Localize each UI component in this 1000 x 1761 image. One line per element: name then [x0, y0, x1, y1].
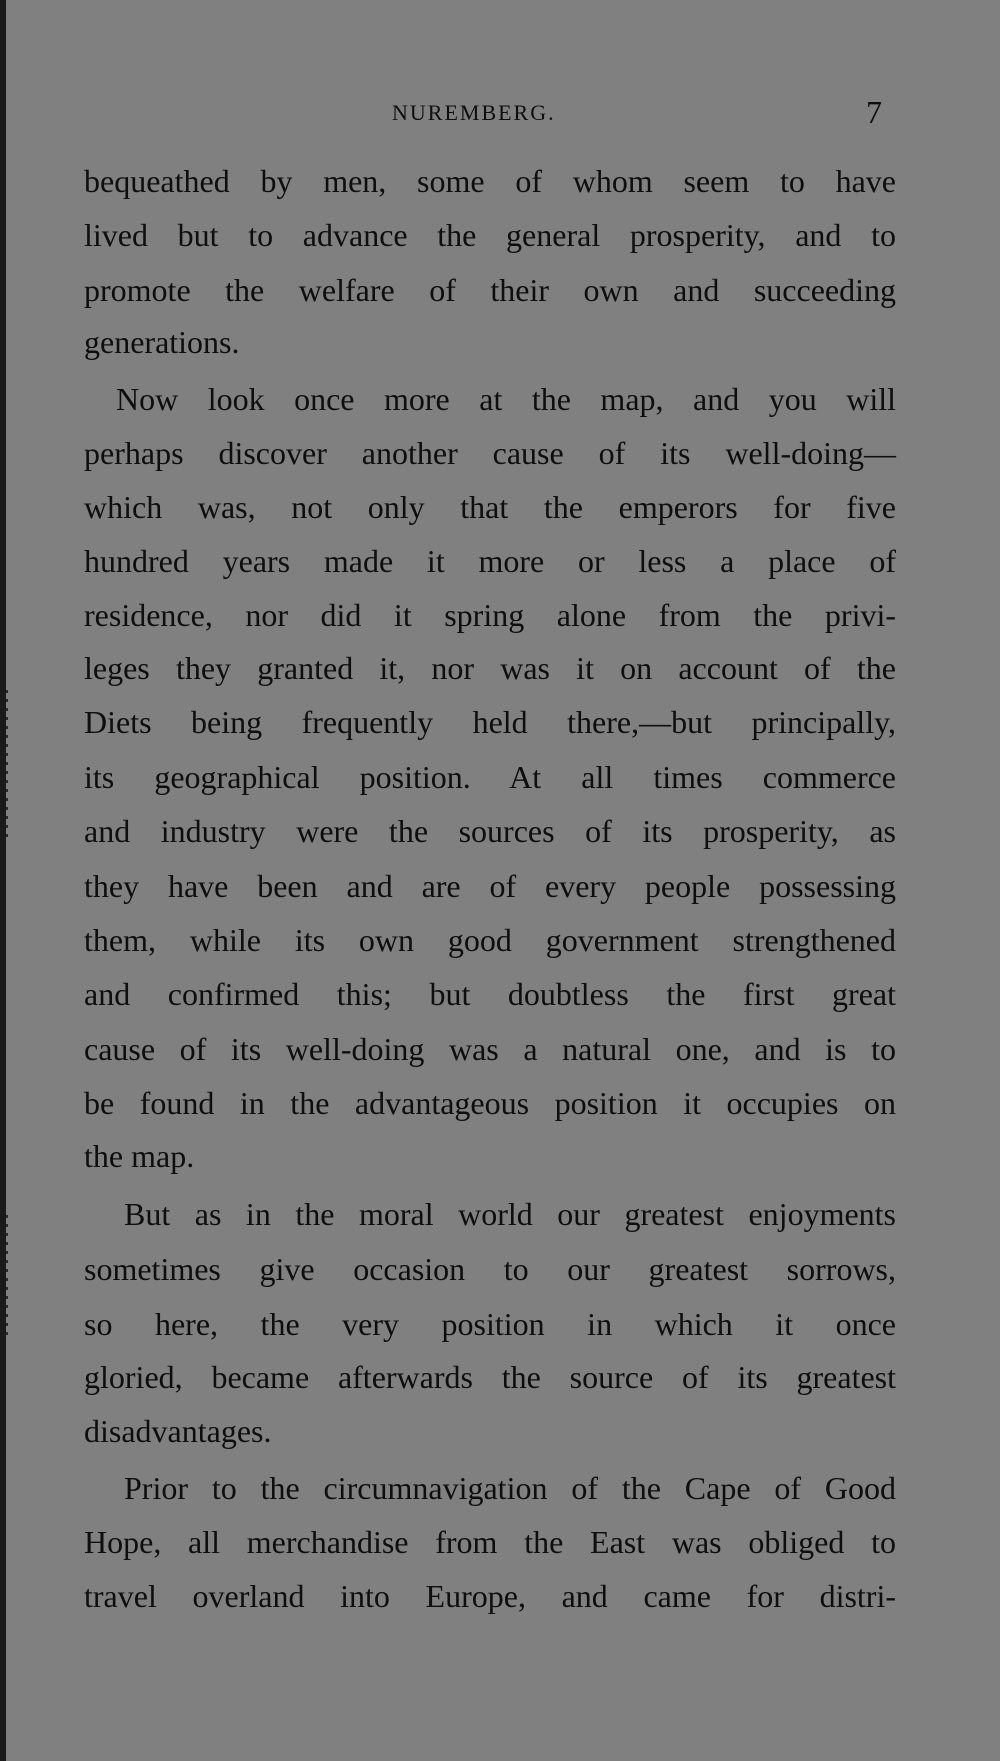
text-line: they have been and are of every people possessing: [84, 868, 896, 904]
text-line: Now look once more at the map, and you will: [116, 381, 896, 417]
text-line: be found in the advantageous position it occupies on: [84, 1085, 896, 1121]
page-number: 7: [866, 94, 882, 130]
text-line: them, while its own good government strengthened: [84, 922, 896, 958]
text-line: But as in the moral world our greatest enjoyments: [124, 1196, 896, 1232]
text-line: gloried, became afterwards the source of its greatest: [84, 1359, 896, 1395]
page-edge-marks: [6, 1215, 8, 1335]
text-line: disadvantages.: [84, 1413, 272, 1449]
text-line: which was, not only that the emperors for five: [84, 489, 896, 525]
text-line: generations.: [84, 324, 240, 360]
text-line: Hope, all merchandise from the East was obliged to: [84, 1524, 896, 1560]
page-edge-marks: [6, 690, 8, 840]
text-line: leges they granted it, nor was it on account of the: [84, 650, 896, 686]
text-line: Diets being frequently held there,—but principally,: [84, 704, 896, 740]
text-line: sometimes give occasion to our greatest sorrows,: [84, 1251, 896, 1287]
text-line: hundred years made it more or less a place of: [84, 543, 896, 579]
text-line: its geographical position. At all times commerce: [84, 759, 896, 795]
page-header: [0, 96, 1000, 136]
text-line: Prior to the circumnavigation of the Cape of Good: [124, 1470, 896, 1506]
text-line: the map.: [84, 1138, 195, 1174]
page-edge-line: [0, 0, 6, 1761]
text-line: so here, the very position in which it once: [84, 1306, 896, 1342]
text-line: lived but to advance the general prosperity, and to: [84, 217, 896, 253]
text-line: promote the welfare of their own and succeeding: [84, 272, 896, 308]
running-title: NUREMBERG.: [392, 100, 556, 125]
text-line: travel overland into Europe, and came for distri-: [84, 1578, 896, 1614]
text-line: and industry were the sources of its prosperity, as: [84, 813, 896, 849]
text-line: and confirmed this; but doubtless the first great: [84, 976, 896, 1012]
text-line: residence, nor did it spring alone from the privi-: [84, 597, 896, 633]
text-line: cause of its well-doing was a natural one, and is to: [84, 1031, 896, 1067]
text-line: bequeathed by men, some of whom seem to have: [84, 163, 896, 199]
text-line: perhaps discover another cause of its well-doing—: [84, 435, 896, 471]
